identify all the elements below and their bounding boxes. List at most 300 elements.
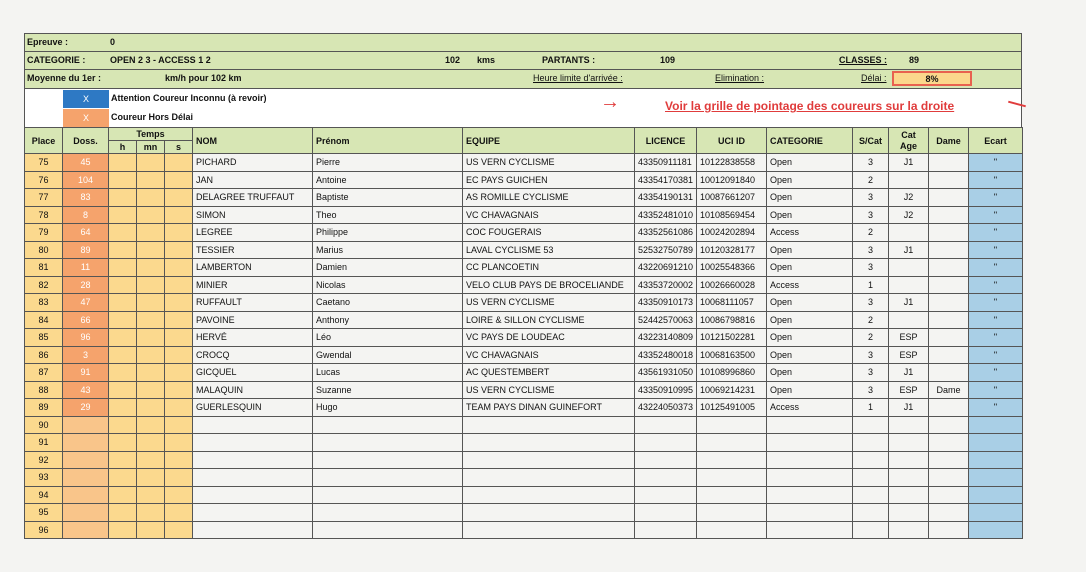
cell-ecart[interactable]: " [969, 224, 1023, 242]
cell-age[interactable] [889, 259, 929, 277]
cell-uci[interactable]: 10026660028 [697, 276, 767, 294]
cell-dame[interactable]: Dame [929, 381, 969, 399]
cell-equipe[interactable] [463, 469, 635, 487]
cell-licence[interactable]: 43220691210 [635, 259, 697, 277]
cell-age[interactable] [889, 504, 929, 522]
cell-doss[interactable]: 66 [63, 311, 109, 329]
cell-uci[interactable]: 10120328177 [697, 241, 767, 259]
cell-mn[interactable] [137, 434, 165, 452]
cell-ecart[interactable]: " [969, 206, 1023, 224]
cell-equipe[interactable] [463, 486, 635, 504]
cell-nom[interactable] [193, 521, 313, 539]
cell-licence[interactable]: 43223140809 [635, 329, 697, 347]
cell-uci[interactable] [697, 416, 767, 434]
cell-ecart[interactable] [969, 486, 1023, 504]
cell-ecart[interactable]: " [969, 189, 1023, 207]
cell-cat[interactable] [767, 416, 853, 434]
cell-dame[interactable] [929, 329, 969, 347]
cell-cat[interactable]: Access [767, 399, 853, 417]
cell-ecart[interactable]: " [969, 311, 1023, 329]
cell-uci[interactable] [697, 486, 767, 504]
cell-mn[interactable] [137, 294, 165, 312]
cell-dame[interactable] [929, 469, 969, 487]
cell-dame[interactable] [929, 346, 969, 364]
cell-nom[interactable]: CROCQ [193, 346, 313, 364]
cell-ecart[interactable]: " [969, 171, 1023, 189]
cell-cat[interactable]: Open [767, 381, 853, 399]
cell-prenom[interactable]: Baptiste [313, 189, 463, 207]
cell-equipe[interactable]: CC PLANCOETIN [463, 259, 635, 277]
cell-nom[interactable]: HERVÉ [193, 329, 313, 347]
cell-dame[interactable] [929, 364, 969, 382]
cell-equipe[interactable]: TEAM PAYS DINAN GUINEFORT [463, 399, 635, 417]
cell-s[interactable] [165, 434, 193, 452]
cell-dame[interactable] [929, 259, 969, 277]
cell-nom[interactable]: JAN [193, 171, 313, 189]
cell-uci[interactable]: 10024202894 [697, 224, 767, 242]
cell-place[interactable]: 89 [25, 399, 63, 417]
cell-dame[interactable] [929, 171, 969, 189]
cell-cat[interactable] [767, 469, 853, 487]
cell-h[interactable] [109, 189, 137, 207]
cell-licence[interactable] [635, 451, 697, 469]
cell-equipe[interactable]: LAVAL CYCLISME 53 [463, 241, 635, 259]
cell-ecart[interactable] [969, 504, 1023, 522]
cell-mn[interactable] [137, 276, 165, 294]
cell-scat[interactable]: 1 [853, 399, 889, 417]
cell-nom[interactable]: SIMON [193, 206, 313, 224]
cell-nom[interactable]: GICQUEL [193, 364, 313, 382]
cell-dame[interactable] [929, 206, 969, 224]
cell-licence[interactable] [635, 469, 697, 487]
cell-s[interactable] [165, 294, 193, 312]
cell-ecart[interactable]: " [969, 259, 1023, 277]
cell-s[interactable] [165, 189, 193, 207]
cell-prenom[interactable] [313, 469, 463, 487]
cell-doss[interactable]: 11 [63, 259, 109, 277]
cell-mn[interactable] [137, 416, 165, 434]
cell-uci[interactable]: 10121502281 [697, 329, 767, 347]
cell-doss[interactable] [63, 521, 109, 539]
cell-nom[interactable] [193, 451, 313, 469]
cell-equipe[interactable]: VC CHAVAGNAIS [463, 346, 635, 364]
cell-h[interactable] [109, 259, 137, 277]
cell-prenom[interactable]: Léo [313, 329, 463, 347]
cell-uci[interactable]: 10108996860 [697, 364, 767, 382]
cell-ecart[interactable]: " [969, 364, 1023, 382]
cell-licence[interactable]: 43350910173 [635, 294, 697, 312]
cell-s[interactable] [165, 171, 193, 189]
cell-h[interactable] [109, 416, 137, 434]
cell-place[interactable]: 82 [25, 276, 63, 294]
cell-scat[interactable]: 3 [853, 346, 889, 364]
cell-cat[interactable]: Open [767, 206, 853, 224]
cell-licence[interactable]: 43352481010 [635, 206, 697, 224]
cell-mn[interactable] [137, 189, 165, 207]
cell-doss[interactable]: 43 [63, 381, 109, 399]
cell-h[interactable] [109, 294, 137, 312]
cell-scat[interactable]: 2 [853, 224, 889, 242]
cell-scat[interactable] [853, 451, 889, 469]
cell-mn[interactable] [137, 364, 165, 382]
cell-doss[interactable]: 29 [63, 399, 109, 417]
cell-nom[interactable]: DELAGREE TRUFFAUT [193, 189, 313, 207]
cell-ecart[interactable]: " [969, 154, 1023, 172]
cell-cat[interactable]: Open [767, 329, 853, 347]
cell-dame[interactable] [929, 451, 969, 469]
cell-place[interactable]: 87 [25, 364, 63, 382]
cell-prenom[interactable]: Lucas [313, 364, 463, 382]
cell-equipe[interactable] [463, 434, 635, 452]
cell-prenom[interactable] [313, 504, 463, 522]
cell-h[interactable] [109, 224, 137, 242]
cell-doss[interactable]: 47 [63, 294, 109, 312]
cell-h[interactable] [109, 434, 137, 452]
cell-licence[interactable] [635, 486, 697, 504]
cell-cat[interactable] [767, 434, 853, 452]
cell-equipe[interactable]: AC QUESTEMBERT [463, 364, 635, 382]
cell-place[interactable]: 95 [25, 504, 63, 522]
cell-h[interactable] [109, 364, 137, 382]
cell-licence[interactable]: 43354170381 [635, 171, 697, 189]
cell-scat[interactable]: 3 [853, 294, 889, 312]
cell-nom[interactable] [193, 434, 313, 452]
cell-mn[interactable] [137, 469, 165, 487]
cell-s[interactable] [165, 521, 193, 539]
cell-ecart[interactable]: " [969, 241, 1023, 259]
cell-nom[interactable] [193, 416, 313, 434]
cell-uci[interactable]: 10108569454 [697, 206, 767, 224]
cell-place[interactable]: 88 [25, 381, 63, 399]
cell-ecart[interactable] [969, 451, 1023, 469]
cell-dame[interactable] [929, 224, 969, 242]
cell-equipe[interactable]: US VERN CYCLISME [463, 154, 635, 172]
cell-scat[interactable] [853, 416, 889, 434]
cell-cat[interactable] [767, 504, 853, 522]
cell-mn[interactable] [137, 241, 165, 259]
cell-mn[interactable] [137, 521, 165, 539]
cell-place[interactable]: 80 [25, 241, 63, 259]
cell-equipe[interactable]: AS ROMILLE CYCLISME [463, 189, 635, 207]
cell-equipe[interactable] [463, 521, 635, 539]
cell-scat[interactable] [853, 434, 889, 452]
cell-place[interactable]: 83 [25, 294, 63, 312]
cell-age[interactable]: J1 [889, 154, 929, 172]
cell-uci[interactable]: 10087661207 [697, 189, 767, 207]
cell-prenom[interactable]: Anthony [313, 311, 463, 329]
cell-h[interactable] [109, 381, 137, 399]
cell-cat[interactable]: Open [767, 171, 853, 189]
cell-scat[interactable] [853, 469, 889, 487]
cell-prenom[interactable]: Philippe [313, 224, 463, 242]
cell-equipe[interactable]: VELO CLUB PAYS DE BROCELIANDE [463, 276, 635, 294]
cell-cat[interactable]: Access [767, 224, 853, 242]
cell-uci[interactable]: 10086798816 [697, 311, 767, 329]
cell-nom[interactable]: LAMBERTON [193, 259, 313, 277]
cell-doss[interactable] [63, 469, 109, 487]
cell-licence[interactable] [635, 416, 697, 434]
cell-ecart[interactable]: " [969, 276, 1023, 294]
cell-place[interactable]: 92 [25, 451, 63, 469]
cell-equipe[interactable]: US VERN CYCLISME [463, 294, 635, 312]
cell-cat[interactable]: Open [767, 154, 853, 172]
cell-mn[interactable] [137, 451, 165, 469]
cell-age[interactable]: J1 [889, 241, 929, 259]
cell-scat[interactable]: 3 [853, 154, 889, 172]
cell-age[interactable]: ESP [889, 346, 929, 364]
cell-prenom[interactable] [313, 451, 463, 469]
cell-mn[interactable] [137, 259, 165, 277]
cell-s[interactable] [165, 416, 193, 434]
cell-s[interactable] [165, 364, 193, 382]
cell-doss[interactable] [63, 434, 109, 452]
cell-h[interactable] [109, 206, 137, 224]
cell-uci[interactable] [697, 504, 767, 522]
cell-licence[interactable]: 52442570063 [635, 311, 697, 329]
cell-mn[interactable] [137, 381, 165, 399]
cell-scat[interactable]: 3 [853, 364, 889, 382]
cell-ecart[interactable]: " [969, 381, 1023, 399]
cell-s[interactable] [165, 329, 193, 347]
cell-scat[interactable]: 3 [853, 381, 889, 399]
cell-age[interactable]: J1 [889, 364, 929, 382]
cell-place[interactable]: 75 [25, 154, 63, 172]
cell-scat[interactable]: 3 [853, 241, 889, 259]
cell-cat[interactable]: Access [767, 276, 853, 294]
cell-s[interactable] [165, 486, 193, 504]
cell-prenom[interactable]: Gwendal [313, 346, 463, 364]
cell-licence[interactable]: 43350911181 [635, 154, 697, 172]
cell-mn[interactable] [137, 504, 165, 522]
cell-uci[interactable]: 10012091840 [697, 171, 767, 189]
cell-cat[interactable]: Open [767, 364, 853, 382]
cell-dame[interactable] [929, 311, 969, 329]
cell-nom[interactable] [193, 504, 313, 522]
cell-nom[interactable]: PICHARD [193, 154, 313, 172]
cell-licence[interactable]: 43353720002 [635, 276, 697, 294]
cell-h[interactable] [109, 486, 137, 504]
cell-doss[interactable]: 89 [63, 241, 109, 259]
cell-nom[interactable]: LEGREE [193, 224, 313, 242]
cell-licence[interactable] [635, 504, 697, 522]
cell-h[interactable] [109, 154, 137, 172]
cell-place[interactable]: 81 [25, 259, 63, 277]
cell-h[interactable] [109, 276, 137, 294]
cell-doss[interactable]: 96 [63, 329, 109, 347]
cell-doss[interactable]: 28 [63, 276, 109, 294]
cell-cat[interactable]: Open [767, 259, 853, 277]
cell-h[interactable] [109, 469, 137, 487]
cell-s[interactable] [165, 504, 193, 522]
cell-cat[interactable]: Open [767, 346, 853, 364]
cell-licence[interactable] [635, 434, 697, 452]
cell-mn[interactable] [137, 329, 165, 347]
cell-mn[interactable] [137, 171, 165, 189]
cell-h[interactable] [109, 451, 137, 469]
cell-prenom[interactable]: Theo [313, 206, 463, 224]
cell-mn[interactable] [137, 346, 165, 364]
cell-age[interactable] [889, 451, 929, 469]
cell-equipe[interactable]: EC PAYS GUICHEN [463, 171, 635, 189]
cell-prenom[interactable] [313, 434, 463, 452]
cell-scat[interactable] [853, 504, 889, 522]
cell-dame[interactable] [929, 416, 969, 434]
cell-scat[interactable]: 1 [853, 276, 889, 294]
cell-uci[interactable] [697, 469, 767, 487]
cell-uci[interactable]: 10122838558 [697, 154, 767, 172]
cell-ecart[interactable]: " [969, 399, 1023, 417]
cell-equipe[interactable]: LOIRE & SILLON CYCLISME [463, 311, 635, 329]
cell-scat[interactable]: 2 [853, 311, 889, 329]
cell-mn[interactable] [137, 224, 165, 242]
cell-mn[interactable] [137, 154, 165, 172]
cell-doss[interactable] [63, 486, 109, 504]
cell-uci[interactable]: 10069214231 [697, 381, 767, 399]
cell-doss[interactable] [63, 504, 109, 522]
cell-dame[interactable] [929, 504, 969, 522]
cell-prenom[interactable]: Suzanne [313, 381, 463, 399]
cell-s[interactable] [165, 224, 193, 242]
cell-h[interactable] [109, 346, 137, 364]
cell-mn[interactable] [137, 311, 165, 329]
cell-age[interactable]: J1 [889, 399, 929, 417]
cell-prenom[interactable] [313, 486, 463, 504]
cell-mn[interactable] [137, 206, 165, 224]
cell-s[interactable] [165, 206, 193, 224]
cell-ecart[interactable] [969, 469, 1023, 487]
cell-prenom[interactable]: Caetano [313, 294, 463, 312]
cell-equipe[interactable]: VC PAYS DE LOUDEAC [463, 329, 635, 347]
cell-mn[interactable] [137, 486, 165, 504]
cell-doss[interactable]: 8 [63, 206, 109, 224]
cell-doss[interactable]: 45 [63, 154, 109, 172]
cell-equipe[interactable] [463, 416, 635, 434]
cell-h[interactable] [109, 171, 137, 189]
cell-ecart[interactable] [969, 416, 1023, 434]
cell-s[interactable] [165, 241, 193, 259]
cell-ecart[interactable]: " [969, 294, 1023, 312]
cell-cat[interactable]: Open [767, 241, 853, 259]
cell-doss[interactable] [63, 451, 109, 469]
cell-uci[interactable] [697, 521, 767, 539]
cell-dame[interactable] [929, 521, 969, 539]
cell-s[interactable] [165, 451, 193, 469]
cell-s[interactable] [165, 469, 193, 487]
cell-age[interactable] [889, 311, 929, 329]
cell-licence[interactable]: 43561931050 [635, 364, 697, 382]
cell-uci[interactable]: 10125491005 [697, 399, 767, 417]
cell-equipe[interactable]: US VERN CYCLISME [463, 381, 635, 399]
cell-place[interactable]: 86 [25, 346, 63, 364]
cell-place[interactable]: 90 [25, 416, 63, 434]
cell-doss[interactable]: 104 [63, 171, 109, 189]
cell-h[interactable] [109, 521, 137, 539]
cell-age[interactable] [889, 224, 929, 242]
cell-scat[interactable]: 3 [853, 206, 889, 224]
cell-place[interactable]: 78 [25, 206, 63, 224]
cell-uci[interactable] [697, 451, 767, 469]
cell-scat[interactable] [853, 486, 889, 504]
cell-dame[interactable] [929, 434, 969, 452]
cell-s[interactable] [165, 259, 193, 277]
cell-prenom[interactable]: Hugo [313, 399, 463, 417]
cell-prenom[interactable]: Damien [313, 259, 463, 277]
cell-age[interactable]: ESP [889, 381, 929, 399]
cell-s[interactable] [165, 154, 193, 172]
cell-dame[interactable] [929, 276, 969, 294]
cell-place[interactable]: 79 [25, 224, 63, 242]
cell-cat[interactable]: Open [767, 294, 853, 312]
cell-doss[interactable]: 64 [63, 224, 109, 242]
cell-doss[interactable] [63, 416, 109, 434]
cell-scat[interactable]: 2 [853, 171, 889, 189]
cell-s[interactable] [165, 381, 193, 399]
cell-dame[interactable] [929, 294, 969, 312]
cell-prenom[interactable] [313, 416, 463, 434]
cell-scat[interactable]: 3 [853, 259, 889, 277]
cell-licence[interactable]: 43224050373 [635, 399, 697, 417]
cell-nom[interactable] [193, 486, 313, 504]
cell-prenom[interactable]: Marius [313, 241, 463, 259]
cell-dame[interactable] [929, 399, 969, 417]
cell-age[interactable]: J2 [889, 189, 929, 207]
cell-nom[interactable] [193, 469, 313, 487]
cell-licence[interactable] [635, 521, 697, 539]
cell-place[interactable]: 94 [25, 486, 63, 504]
cell-nom[interactable]: PAVOINE [193, 311, 313, 329]
cell-nom[interactable]: RUFFAULT [193, 294, 313, 312]
cell-cat[interactable] [767, 521, 853, 539]
cell-dame[interactable] [929, 154, 969, 172]
cell-place[interactable]: 91 [25, 434, 63, 452]
cell-nom[interactable]: GUERLESQUIN [193, 399, 313, 417]
cell-place[interactable]: 76 [25, 171, 63, 189]
cell-licence[interactable]: 43352480018 [635, 346, 697, 364]
cell-licence[interactable]: 43354190131 [635, 189, 697, 207]
delai-value[interactable]: 8% [892, 71, 972, 86]
cell-scat[interactable]: 2 [853, 329, 889, 347]
cell-h[interactable] [109, 329, 137, 347]
cell-doss[interactable]: 83 [63, 189, 109, 207]
cell-dame[interactable] [929, 486, 969, 504]
cell-licence[interactable]: 43352561086 [635, 224, 697, 242]
cell-cat[interactable]: Open [767, 189, 853, 207]
cell-doss[interactable]: 3 [63, 346, 109, 364]
cell-place[interactable]: 85 [25, 329, 63, 347]
cell-s[interactable] [165, 399, 193, 417]
cell-uci[interactable] [697, 434, 767, 452]
cell-age[interactable] [889, 469, 929, 487]
cell-s[interactable] [165, 311, 193, 329]
cell-equipe[interactable]: VC CHAVAGNAIS [463, 206, 635, 224]
cell-nom[interactable]: TESSIER [193, 241, 313, 259]
cell-ecart[interactable] [969, 521, 1023, 539]
cell-equipe[interactable] [463, 451, 635, 469]
cell-place[interactable]: 93 [25, 469, 63, 487]
cell-equipe[interactable]: COC FOUGERAIS [463, 224, 635, 242]
cell-prenom[interactable]: Nicolas [313, 276, 463, 294]
cell-doss[interactable]: 91 [63, 364, 109, 382]
cell-cat[interactable] [767, 451, 853, 469]
cell-age[interactable]: J1 [889, 294, 929, 312]
cell-s[interactable] [165, 276, 193, 294]
cell-uci[interactable]: 10068111057 [697, 294, 767, 312]
cell-age[interactable] [889, 521, 929, 539]
cell-dame[interactable] [929, 189, 969, 207]
cell-h[interactable] [109, 504, 137, 522]
cell-place[interactable]: 84 [25, 311, 63, 329]
cell-age[interactable] [889, 434, 929, 452]
